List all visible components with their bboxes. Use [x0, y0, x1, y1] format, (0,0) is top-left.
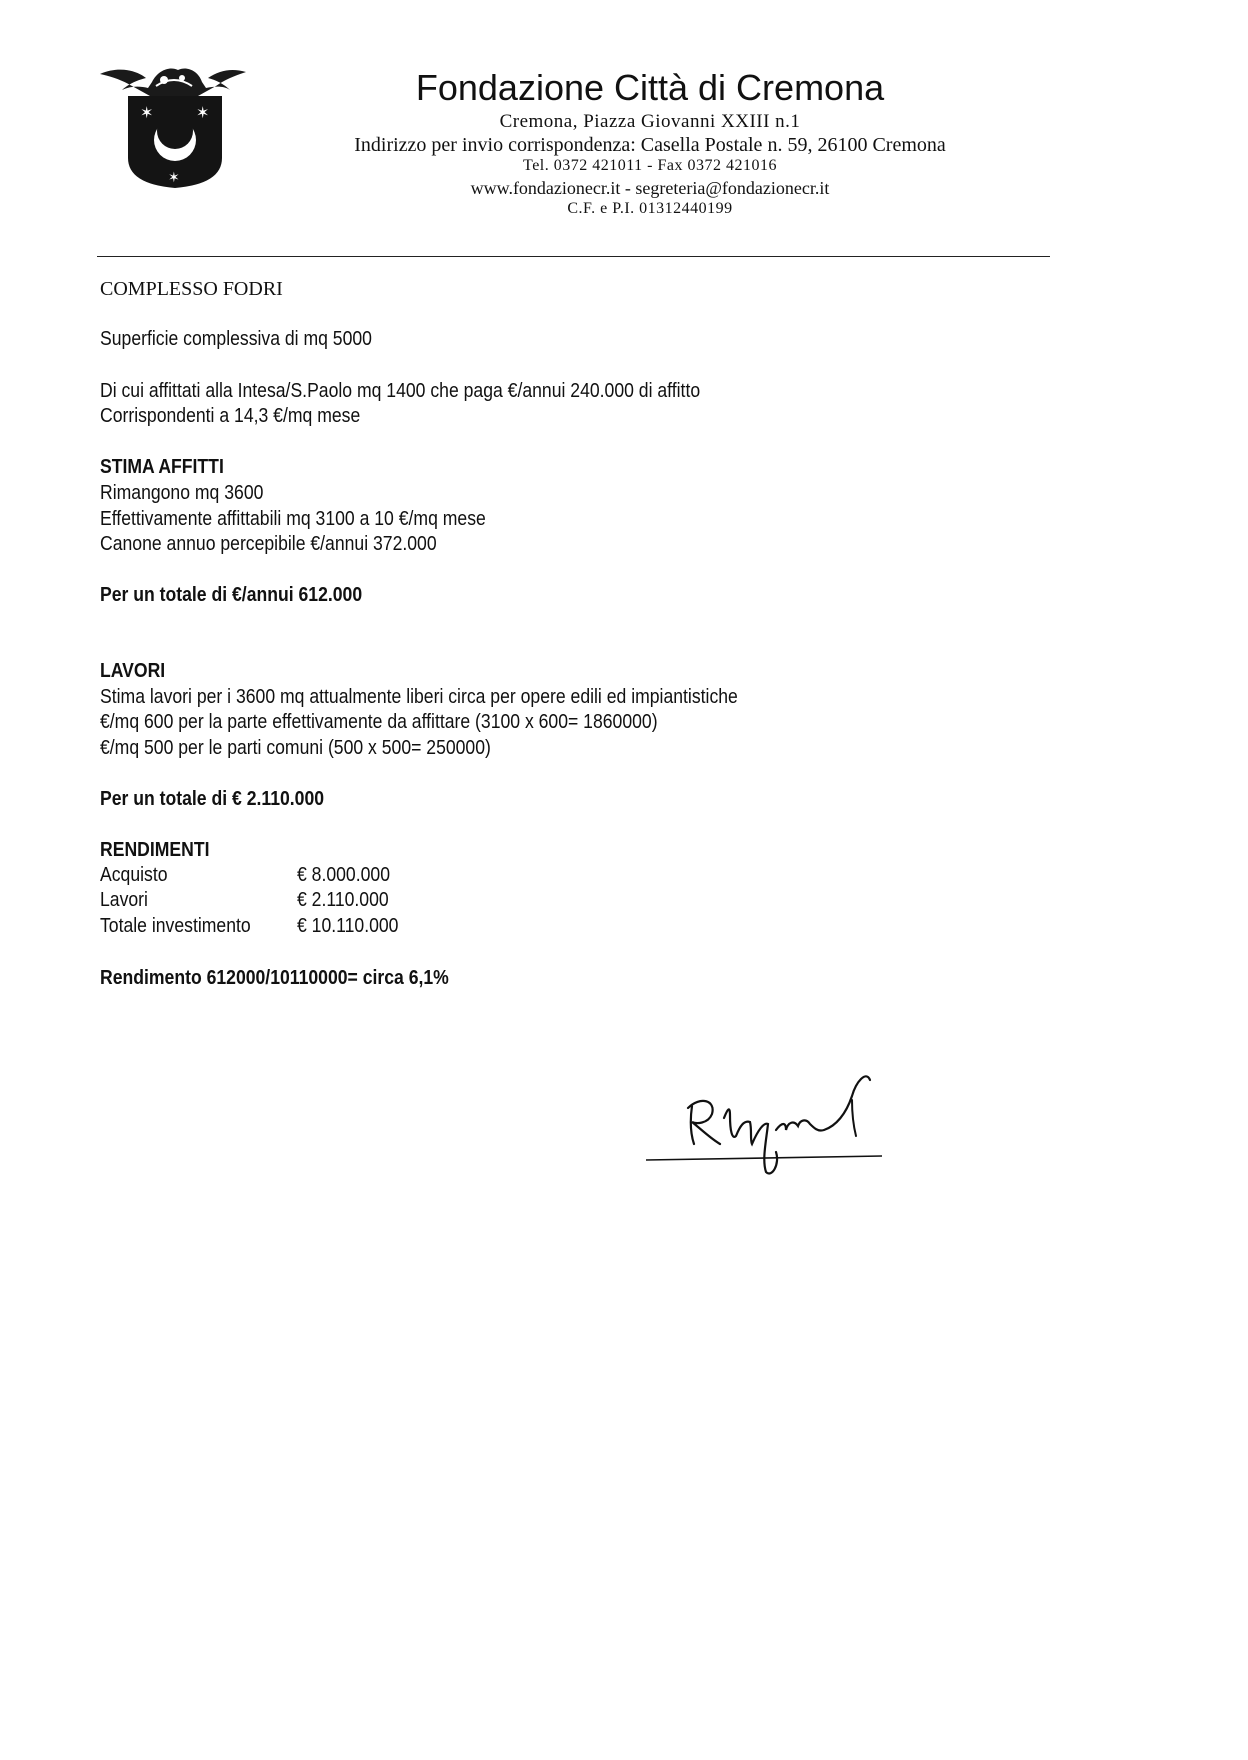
stima-heading-text: STIMA AFFITTI [100, 456, 224, 478]
lavori-heading [100, 658, 174, 684]
svg-text:✶: ✶ [168, 170, 180, 186]
rendimenti-row [100, 862, 390, 888]
surface-text: Superficie complessiva di mq 5000 [100, 328, 372, 350]
document-title: COMPLESSO FODRI [100, 278, 283, 300]
mailing-address-line: Indirizzo per invio corrispondenza: Casella Postale n. 59, 26100 Cremona [354, 134, 946, 156]
rendimenti-heading-text: RENDIMENTI [100, 839, 210, 861]
stima-line-3 [100, 531, 483, 557]
svg-text:✶: ✶ [196, 103, 210, 122]
rent-text-1: Di cui affittati alla Intesa/S.Paolo mq 1400 che paga €/annui 240.000 di affitto [100, 380, 701, 402]
rendimenti-row [100, 887, 389, 913]
lavori-heading-text: LAVORI [100, 660, 166, 682]
organization-name: Fondazione Città di Cremona [415, 67, 885, 108]
lavori-text-1: Stima lavori per i 3600 mq attualmente liberi circa per opere edili ed impiantistiche [100, 686, 738, 708]
coat-of-arms-icon [98, 60, 248, 190]
stima-line-2 [100, 506, 538, 532]
header-divider [97, 256, 1050, 257]
web-email-line: www.fondazionecr.it - segreteria@fondazionecr.it [470, 178, 830, 198]
tax-id-line: C.F. e P.I. 01312440199 [567, 200, 733, 217]
rendimenti-row [100, 913, 399, 939]
svg-text:✶: ✶ [140, 103, 154, 122]
handwritten-signature-icon [640, 1060, 890, 1185]
stima-heading [100, 454, 241, 480]
lavori-text-3: €/mq 500 per le parti comuni (500 x 500= 250000) [100, 737, 491, 759]
lavori-line-1 [100, 684, 825, 710]
lavori-line-3 [100, 735, 544, 761]
stima-text-1: Rimangono mq 3600 [100, 482, 264, 504]
rendimenti-row-value: € 2.110.000 [297, 889, 389, 911]
rent-line-1 [100, 378, 782, 404]
rent-text-2: Corrispondenti a 14,3 €/mq mese [100, 405, 361, 427]
lavori-line-2 [100, 709, 734, 735]
total-works [100, 786, 355, 812]
rendimenti-row-value: € 10.110.000 [297, 915, 399, 937]
phone-fax-line: Tel. 0372 421011 - Fax 0372 421016 [523, 157, 777, 174]
rendimenti-row-value: € 8.000.000 [297, 864, 390, 886]
rendimenti-row-label: Totale investimento [100, 915, 251, 937]
stima-text-2: Effettivamente affittabili mq 3100 a 10 €/mq mese [100, 508, 486, 530]
lavori-text-2: €/mq 600 per la parte effettivamente da affittare (3100 x 600= 1860000) [100, 711, 658, 733]
address-line: Cremona, Piazza Giovanni XXIII n.1 [499, 111, 801, 132]
yield-line [100, 965, 496, 991]
yield-text: Rendimento 612000/10110000= circa 6,1% [100, 967, 449, 989]
rent-line-2 [100, 403, 396, 429]
signature [640, 1060, 890, 1185]
rendimenti-row-label: Lavori [100, 889, 148, 911]
rendimenti-heading [100, 837, 224, 863]
stima-text-3: Canone annuo percepibile €/annui 372.000 [100, 533, 437, 555]
total-rent [100, 582, 398, 608]
stima-line-1 [100, 480, 286, 506]
logo [98, 60, 248, 190]
rendimenti-row-label: Acquisto [100, 864, 168, 886]
total-rent-text: Per un totale di €/annui 612.000 [100, 584, 363, 606]
total-works-text: Per un totale di € 2.110.000 [100, 788, 325, 810]
surface-line [100, 326, 409, 352]
